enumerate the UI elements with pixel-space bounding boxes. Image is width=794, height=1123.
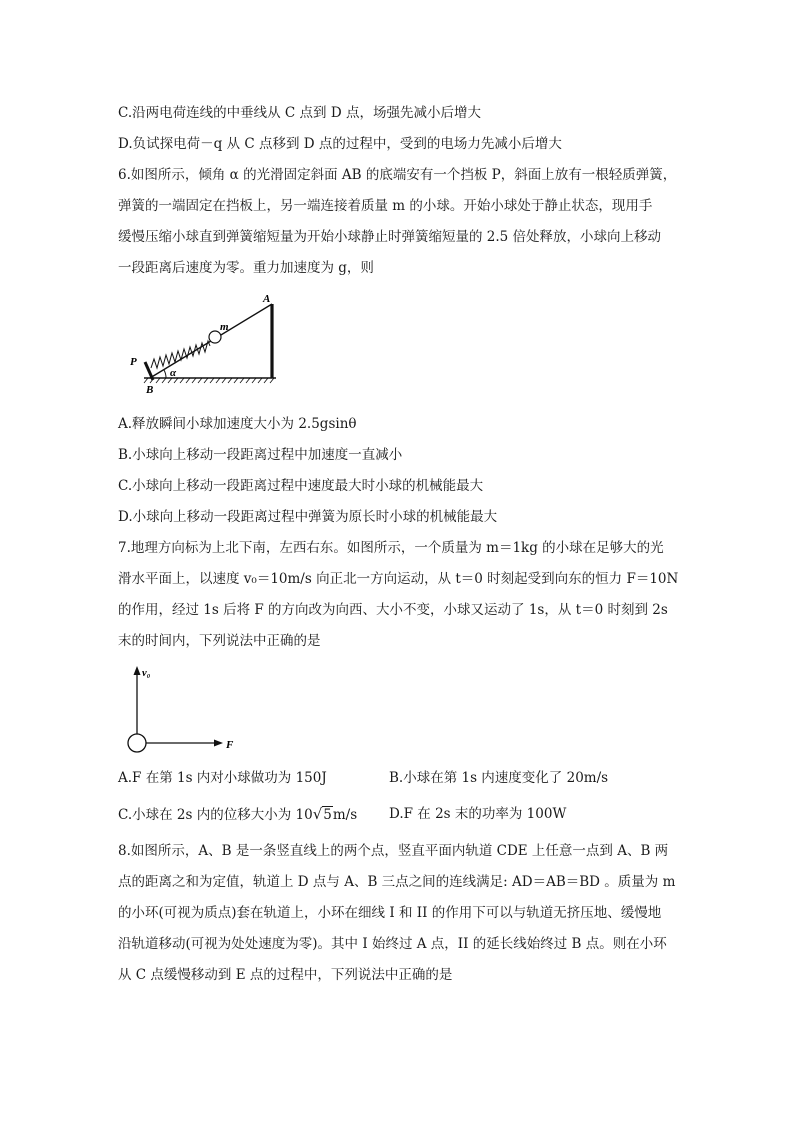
q7-option-c-text: C.小球在 2s 内的位移大小为 10 (118, 807, 313, 823)
label-a: A (263, 293, 271, 305)
force-arrow-head (214, 740, 223, 747)
label-m: m (220, 321, 229, 333)
ball (128, 734, 146, 752)
q7-option-b: B.小球在第 1s 内速度变化了 20m/s (389, 770, 609, 786)
q7-stem-line-3: 的作用，经过 1s 后将 F 的方向改为向西、大小不变，小球又运动了 1s，从 t＝0 时刻到 2s (118, 602, 668, 618)
label-alpha: α (170, 367, 177, 379)
q8-stem-line-4: 沿轨道移动(可视为处处速度为零)。其中 I 始终过 A 点，II 的延长线始终过 B 点。则在小环 (118, 936, 667, 952)
q7-option-c-unit: m/s (332, 807, 358, 823)
velocity-arrow-head (134, 666, 141, 675)
q6-option-a: A.释放瞬间小球加速度大小为 2.5gsinθ (118, 416, 357, 432)
q7-option-c (118, 804, 357, 825)
q7-stem-line-1: 7.地理方向标为上北下南，左西右东。如图所示，一个质量为 m＝1kg 的小球在足够大的光 (118, 540, 664, 556)
label-f: F (226, 739, 234, 751)
label-b: B (146, 384, 154, 396)
q5-option-c: C.沿两电荷连线的中垂线从 C 点到 D 点，场强先减小后增大 (118, 105, 481, 121)
q6-stem-line-4: 一段距离后速度为零。重力加速度为 g，则 (118, 260, 374, 276)
angle-arc (164, 370, 166, 378)
label-v0: v₀ (142, 668, 151, 679)
q7-option-d: D.F 在 2s 末的功率为 100W (389, 806, 567, 822)
q6-stem-line-3: 缓慢压缩小球直到弹簧缩短量为开始小球静止时弹簧缩短量的 2.5 倍处释放，小球向上移动 (118, 229, 662, 245)
label-p: P (130, 356, 137, 368)
sqrt-radicand: 5 (323, 807, 332, 823)
spring (151, 341, 210, 368)
q8-stem-line-5: 从 C 点缓慢移动到 E 点的过程中，下列说法中正确的是 (118, 967, 453, 983)
q5-option-d: D.负试探电荷－q 从 C 点移到 D 点的过程中，受到的电场力先减小后增大 (118, 136, 562, 152)
q8-stem-line-2: 点的距离之和为定值，轨道上 D 点与 A、B 三点之间的连线满足: AD＝AB＝BD 。质量为 m (118, 874, 676, 890)
q6-incline-figure (126, 290, 286, 398)
q7-stem-line-2: 滑水平面上，以速度 v₀＝10m/s 向正北一方向运动，从 t＝0 时刻起受到向东的恒力 F＝10N (118, 571, 679, 587)
q8-stem-line-3: 的小环(可视为质点)套在轨道上，小环在细线 I 和 II 的作用下可以与轨道无挤压地、缓慢地 (118, 905, 662, 921)
q7-option-a: A.F 在第 1s 内对小球做功为 150J (118, 770, 327, 786)
q7-velocity-force-figure (120, 660, 250, 758)
q6-option-c: C.小球向上移动一段距离过程中速度最大时小球的机械能最大 (118, 478, 484, 494)
q8-stem-line-1: 8.如图所示，A、B 是一条竖直线上的两个点，竖直平面内轨道 CDE 上任意一点到 A、B 两 (118, 843, 669, 859)
q6-stem-line-1: 6.如图所示，倾角 α 的光滑固定斜面 AB 的底端安有一个挡板 P，斜面上放有一根轻质弹簧， (118, 167, 677, 183)
q7-stem-line-4: 末的时间内，下列说法中正确的是 (118, 633, 321, 649)
q6-option-d: D.小球向上移动一段距离过程中弹簧为原长时小球的机械能最大 (118, 509, 498, 525)
q6-stem-line-2: 弹簧的一端固定在挡板上，另一端连接着质量 m 的小球。开始小球处于静止状态，现用手 (118, 198, 653, 214)
sqrt-sign: √ (312, 805, 323, 823)
q6-option-b: B.小球向上移动一段距离过程中加速度一直减小 (118, 447, 403, 463)
